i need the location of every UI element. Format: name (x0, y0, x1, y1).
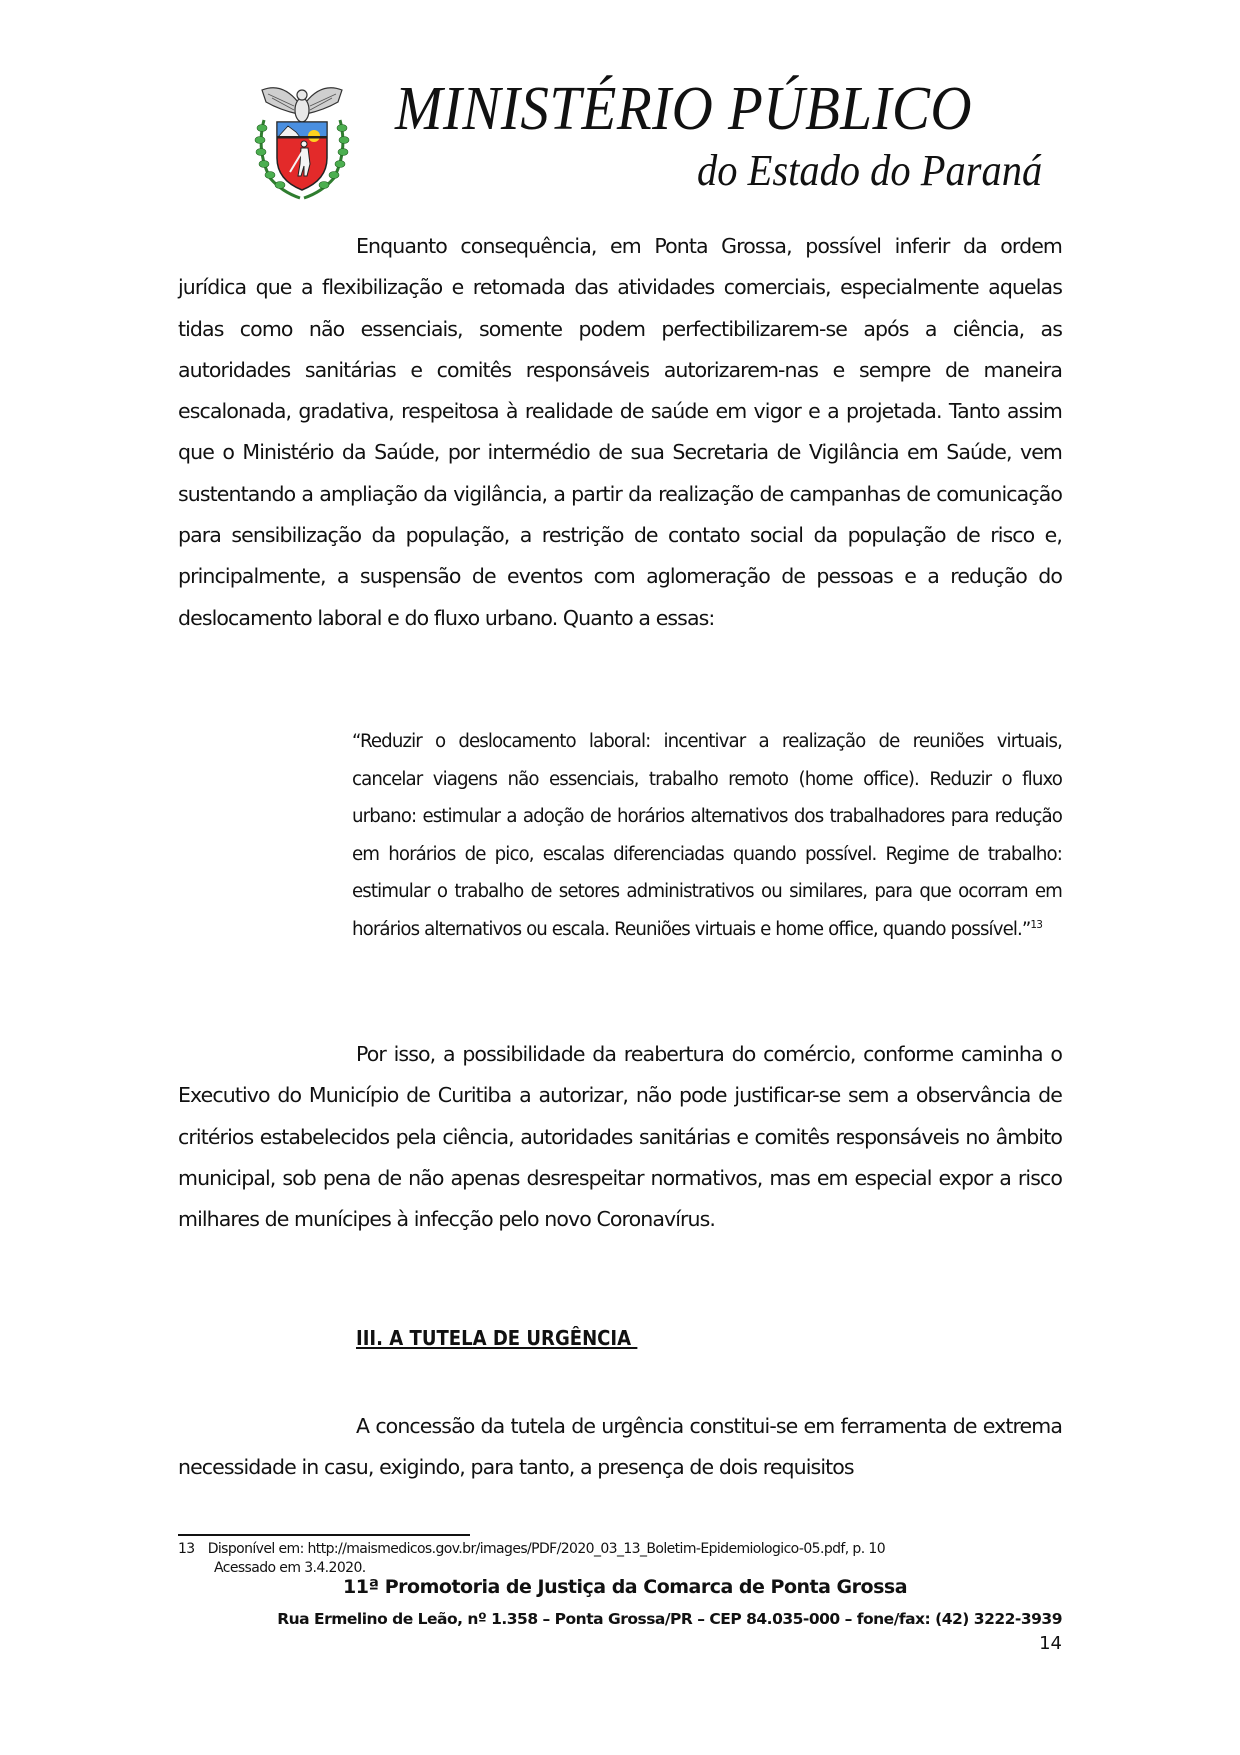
footnote-line-2: Acessado em 3.4.2020. (214, 1560, 366, 1576)
header-title: MINISTÉRIO PÚBLICO (395, 75, 973, 143)
header-subtitle: do Estado do Paraná (697, 146, 1043, 195)
page-number: 14 (1039, 1633, 1062, 1654)
block-quote (352, 723, 1062, 948)
footer-address: Rua Ermelino de Leão, nº 1.358 – Ponta Grossa/PR – CEP 84.035-000 – fone/fax: (42) 3222-3939 (277, 1610, 1062, 1628)
paragraph-1: Enquanto consequência, em Ponta Grossa, possível inferir da ordem jurídica que a flexibilização e retomada das atividades comerciais, especialmente aquelas tidas como não essenciais, somente podem perfectibilizarem-se após a ciência, as autoridades sanitárias e comitês responsáveis autorizarem-nas e sempre de maneira escalonada, gradativa, respeitosa à realidade de saúde em vigor e a projetada. Tanto assim que o Ministério da Saúde, por intermédio de sua Secretaria de Vigilância em Saúde, vem sustentando a ampliação da vigilância, a partir da realização de campanhas de comunicação para sensibilização da população, a restrição de contato social da população de risco e, principalmente, a suspensão de eventos com aglomeração de pessoas e a redução do deslocamento laboral e do fluxo urbano. Quanto a essas: (178, 234, 1062, 630)
quote-text: “Reduzir o deslocamento laboral: incentivar a realização de reuniões virtuais, cancelar viagens não essenciais, trabalho remoto (home office). Reduzir o fluxo urbano: estimular a adoção de horários alternativos dos trabalhadores para redução em horários de pico, escalas diferenciadas quando possível. Regime de trabalho: estimular o trabalho de setores administrativos ou similares, para que ocorram em horários alternativos ou escala. Reuniões virtuais e home office, quando possível.” (352, 731, 1062, 940)
footnote-number: 13 (178, 1541, 195, 1557)
footnote (178, 1540, 1078, 1578)
footer-organization: 11ª Promotoria de Justiça da Comarca de Ponta Grossa (342, 1576, 908, 1598)
footnote-divider (178, 1534, 470, 1536)
parana-coat-of-arms-icon (252, 80, 352, 205)
section-heading: III. A TUTELA DE URGÊNCIA (356, 1326, 638, 1350)
footnote-line-1[interactable]: Disponível em: http://maismedicos.gov.br/images/PDF/2020_03_13_Boletim-Epidemiologico-05.pdf, p. 10 (207, 1541, 886, 1557)
footnote-reference[interactable]: 13 (1030, 918, 1042, 931)
paragraph-2: Por isso, a possibilidade da reabertura do comércio, conforme caminha o Executivo do Município de Curitiba a autorizar, não pode justificar-se sem a observância de critérios estabelecidos pela ciência, autoridades sanitárias e comitês responsáveis no âmbito municipal, sob pena de não apenas desrespeitar normativos, mas em especial expor a risco milhares de munícipes à infecção pelo novo Coronavírus. (178, 1042, 1062, 1232)
paragraph-3: A concessão da tutela de urgência constitui-se em ferramenta de extrema necessidade in casu, exigindo, para tanto, a presença de dois requisitos (178, 1414, 1062, 1480)
